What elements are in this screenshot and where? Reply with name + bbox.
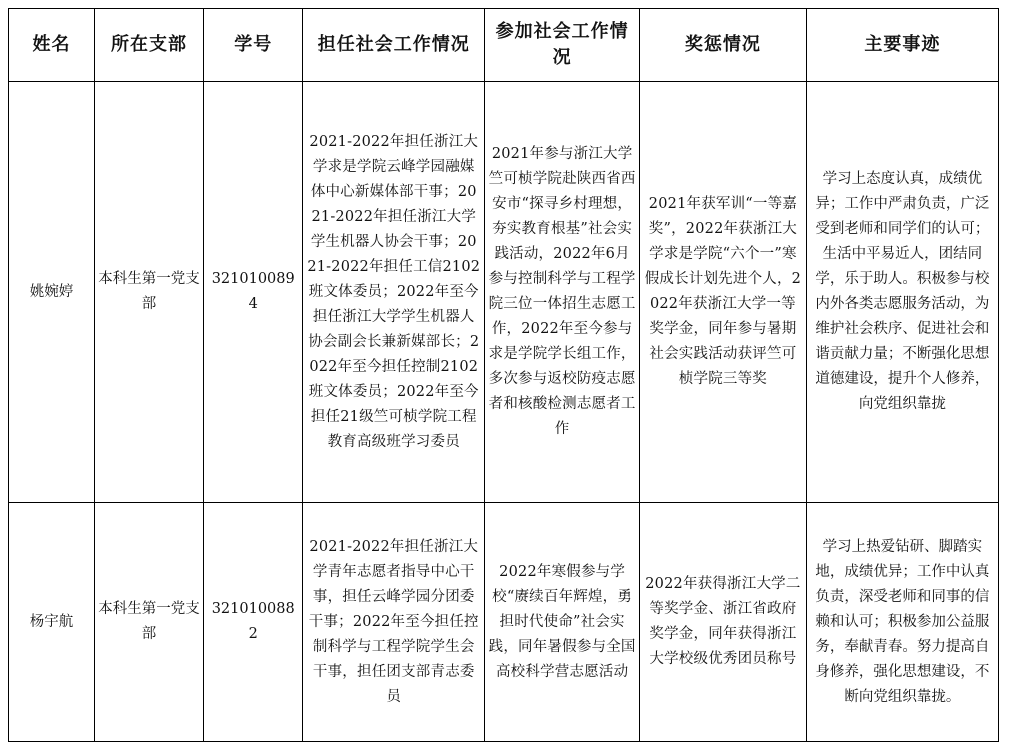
cell-name: 姚婉婷: [9, 82, 95, 503]
header-branch: 所在支部: [94, 9, 203, 82]
header-student-id: 学号: [204, 9, 303, 82]
cell-branch: 本科生第一党支部: [94, 82, 203, 503]
table-row: [9, 503, 999, 742]
cell-student-id: 3210100894: [204, 82, 303, 503]
table-row: [9, 82, 999, 503]
cell-activities: 2022年寒假参与学校“赓续百年辉煌，勇担时代使命”社会实践，同年暑假参与全国高校科学营志愿活动: [485, 503, 640, 742]
student-info-table: [8, 8, 999, 742]
cell-deeds: 学习上态度认真，成绩优异；工作中严肃负责，广泛受到老师和同学们的认可；生活中平易近人，团结同学，乐于助人。积极参与校内外各类志愿服务活动，为维护社会秩序、促进社会和谐贡献力量；不断强化思想道德建设，提升个人修养，向党组织靠拢: [806, 82, 998, 503]
cell-name: 杨宇航: [9, 503, 95, 742]
cell-awards: 2021年获军训“一等嘉奖”，2022年获浙江大学求是学院“六个一”寒假成长计划先进个人，2022年获浙江大学一等奖学金，同年参与暑期社会实践活动获评竺可桢学院三等奖: [639, 82, 806, 503]
cell-deeds: 学习上热爱钻研、脚踏实地，成绩优异；工作中认真负责，深受老师和同事的信赖和认可；积极参加公益服务，奉献青春。努力提高自身修养，强化思想建设，不断向党组织靠拢。: [806, 503, 998, 742]
header-awards: 奖惩情况: [639, 9, 806, 82]
cell-awards: 2022年获得浙江大学二等奖学金、浙江省政府奖学金，同年获得浙江大学校级优秀团员称号: [639, 503, 806, 742]
header-row: [9, 9, 999, 82]
cell-positions: 2021-2022年担任浙江大学求是学院云峰学园融媒体中心新媒体部干事；2021-2022年担任浙江大学学生机器人协会干事；2021-2022年担任工信2102班文体委员；2022年至今担任浙江大学学生机器人协会副会长兼新媒部长；2022年至今担任控制2102班文体委员；2022年至今担任21级竺可桢学院工程教育高级班学习委员: [303, 82, 485, 503]
cell-branch: 本科生第一党支部: [94, 503, 203, 742]
header-name: 姓名: [9, 9, 95, 82]
cell-positions: 2021-2022年担任浙江大学青年志愿者指导中心干事，担任云峰学园分团委干事；2022年至今担任控制科学与工程学院学生会干事，担任团支部青志委员: [303, 503, 485, 742]
header-positions: 担任社会工作情况: [303, 9, 485, 82]
cell-student-id: 3210100882: [204, 503, 303, 742]
header-activities: 参加社会工作情况: [485, 9, 640, 82]
header-deeds: 主要事迹: [806, 9, 998, 82]
cell-activities: 2021年参与浙江大学竺可桢学院赴陕西省西安市“探寻乡村理想，夯实教育根基”社会实践活动，2022年6月参与控制科学与工程学院三位一体招生志愿工作，2022年至今参与求是学院学长组工作，多次参与返校防疫志愿者和核酸检测志愿者工作: [485, 82, 640, 503]
